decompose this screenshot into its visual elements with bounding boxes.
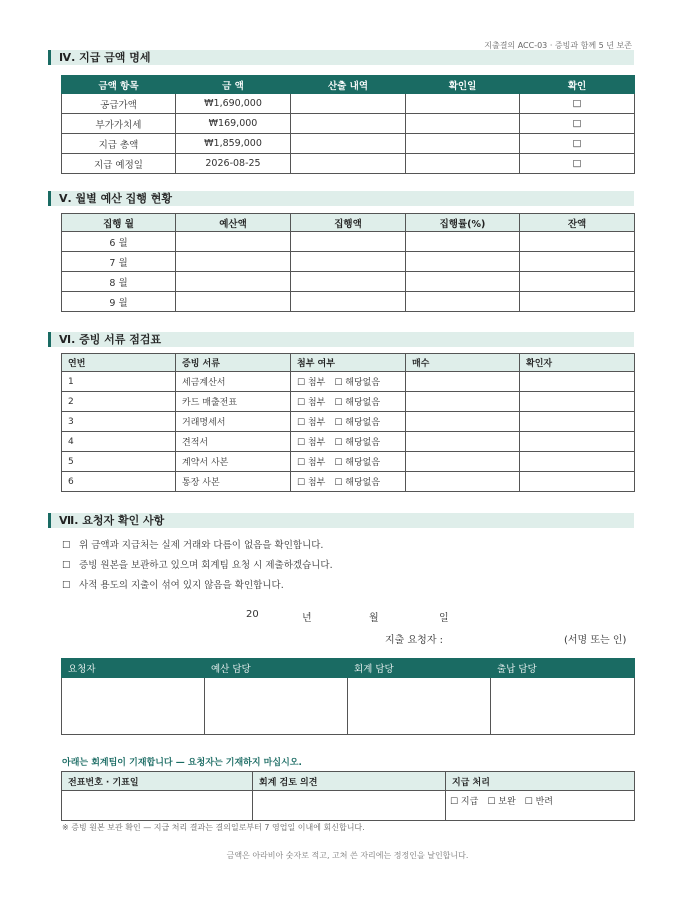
calc-detail-cell[interactable] [291, 154, 406, 174]
confirm-checkbox[interactable]: □ [520, 94, 635, 114]
header-note: 지출결의 ACC-03 · 증빙과 함께 5 년 보존 [484, 41, 632, 50]
page-count-cell[interactable] [406, 452, 520, 472]
confirm-text: 위 금액과 지급처는 실제 거래와 다름이 없음을 확인합니다. [79, 540, 324, 551]
review-opinion-cell[interactable] [253, 791, 446, 821]
spent-cell[interactable] [291, 252, 406, 272]
budget-execution-table [61, 213, 635, 312]
balance-cell[interactable] [520, 252, 635, 272]
row-number: 6 [62, 472, 176, 492]
spent-cell[interactable] [291, 272, 406, 292]
calc-detail-cell[interactable] [291, 134, 406, 154]
year-label: 년 [302, 613, 312, 624]
column-header: 금 액 [176, 76, 291, 94]
page-count-cell[interactable] [406, 392, 520, 412]
table-row [62, 472, 635, 492]
checker-cell[interactable] [520, 472, 635, 492]
payment-options[interactable]: ☐ 지급 ☐ 보완 ☐ 반려 [446, 791, 635, 821]
rate-cell[interactable] [406, 252, 520, 272]
section-4-title: Ⅳ. 지급 금액 명세 [48, 50, 634, 65]
confirm-list [62, 536, 333, 596]
confirm-text: 사적 용도의 지출이 섞여 있지 않음을 확인합니다. [79, 580, 284, 591]
checker-cell[interactable] [520, 432, 635, 452]
page-count-cell[interactable] [406, 472, 520, 492]
attach-checkboxes[interactable]: ☐ 첨부 ☐ 해당없음 [291, 432, 406, 452]
table-row [62, 114, 635, 134]
spent-cell[interactable] [291, 232, 406, 252]
spent-cell[interactable] [291, 292, 406, 312]
column-header: 회계 검토 의견 [253, 772, 446, 791]
checker-cell[interactable] [520, 412, 635, 432]
confirm-checkbox[interactable]: □ [520, 154, 635, 174]
budget-cell[interactable] [176, 232, 291, 252]
checkbox-icon[interactable]: ☐ [62, 540, 71, 551]
table-row [62, 94, 635, 114]
page-count-cell[interactable] [406, 412, 520, 432]
confirm-date-cell[interactable] [406, 94, 520, 114]
column-header: 확인 [520, 76, 635, 94]
column-header: 연번 [62, 354, 176, 372]
table-row [62, 392, 635, 412]
row-number: 2 [62, 392, 176, 412]
row-number: 5 [62, 452, 176, 472]
page-count-cell[interactable] [406, 432, 520, 452]
approver-header: 회계 담당 [348, 659, 491, 678]
confirm-date-cell[interactable] [406, 114, 520, 134]
column-header: 집행액 [291, 214, 406, 232]
calc-detail-cell[interactable] [291, 114, 406, 134]
document-name: 거래명세서 [176, 412, 291, 432]
balance-cell[interactable] [520, 272, 635, 292]
confirm-item[interactable] [62, 536, 333, 556]
confirm-item[interactable] [62, 576, 333, 596]
rate-cell[interactable] [406, 292, 520, 312]
bottom-note: 금액은 아라비아 숫자로 적고, 고쳐 쓴 자리에는 정정인을 날인합니다. [226, 851, 469, 860]
checkbox-icon[interactable]: ☐ [62, 580, 71, 591]
budget-cell[interactable] [176, 292, 291, 312]
approval-table [61, 658, 635, 735]
column-header: 산출 내역 [291, 76, 406, 94]
budget-cell[interactable] [176, 272, 291, 292]
amount-item: 공급가액 [62, 94, 176, 114]
section-7-title: Ⅶ. 요청자 확인 사항 [48, 513, 634, 528]
column-header: 증빙 서류 [176, 354, 291, 372]
section-6-title: Ⅵ. 증빙 서류 점검표 [48, 332, 634, 347]
attach-checkboxes[interactable]: ☐ 첨부 ☐ 해당없음 [291, 452, 406, 472]
table-row [62, 452, 635, 472]
confirm-item[interactable] [62, 556, 333, 576]
document-name: 통장 사본 [176, 472, 291, 492]
column-header: 확인일 [406, 76, 520, 94]
checker-cell[interactable] [520, 372, 635, 392]
balance-cell[interactable] [520, 292, 635, 312]
month-label: 월 [369, 613, 379, 624]
column-header: 확인자 [520, 354, 635, 372]
column-header: 매수 [406, 354, 520, 372]
evidence-checklist-table [61, 353, 635, 492]
month-label: 6 월 [62, 232, 176, 252]
table-row [62, 154, 635, 174]
column-header: 집행률(%) [406, 214, 520, 232]
month-label: 7 월 [62, 252, 176, 272]
calc-detail-cell[interactable] [291, 94, 406, 114]
month-label: 8 월 [62, 272, 176, 292]
row-number: 3 [62, 412, 176, 432]
attach-checkboxes[interactable]: ☐ 첨부 ☐ 해당없음 [291, 472, 406, 492]
checker-cell[interactable] [520, 452, 635, 472]
day-label: 일 [439, 613, 449, 624]
confirm-checkbox[interactable]: □ [520, 134, 635, 154]
table-row [62, 134, 635, 154]
attach-checkboxes[interactable]: ☐ 첨부 ☐ 해당없음 [291, 372, 406, 392]
column-header: 전표번호 · 기표일 [62, 772, 253, 791]
checker-cell[interactable] [520, 392, 635, 412]
document-name: 세금계산서 [176, 372, 291, 392]
signature-box[interactable] [62, 678, 205, 735]
table-row [62, 372, 635, 392]
year-prefix: 20 [246, 609, 259, 620]
amount-item: 부가가치세 [62, 114, 176, 134]
signature-box[interactable] [491, 678, 635, 735]
signature-box[interactable] [205, 678, 348, 735]
amount-value[interactable]: ₩1,859,000 [176, 134, 291, 154]
approver-header: 요청자 [62, 659, 205, 678]
document-name: 계약서 사본 [176, 452, 291, 472]
document-name: 견적서 [176, 432, 291, 452]
signature-box[interactable] [348, 678, 491, 735]
page-count-cell[interactable] [406, 372, 520, 392]
table-row [62, 292, 635, 312]
table-row [62, 432, 635, 452]
budget-cell[interactable] [176, 252, 291, 272]
amount-item: 지급 총액 [62, 134, 176, 154]
accounting-note: 아래는 회계팀이 기재합니다 — 요청자는 기재하지 마십시오. [62, 758, 302, 768]
attach-checkboxes[interactable]: ☐ 첨부 ☐ 해당없음 [291, 412, 406, 432]
amount-value[interactable]: ₩1,690,000 [176, 94, 291, 114]
row-number: 1 [62, 372, 176, 392]
confirm-text: 증빙 원본을 보관하고 있으며 회계팀 요청 시 제출하겠습니다. [79, 560, 333, 571]
column-header: 첨부 여부 [291, 354, 406, 372]
column-header: 예산액 [176, 214, 291, 232]
checkbox-icon[interactable]: ☐ [62, 560, 71, 571]
row-number: 4 [62, 432, 176, 452]
balance-cell[interactable] [520, 232, 635, 252]
rate-cell[interactable] [406, 232, 520, 252]
voucher-cell[interactable] [62, 791, 253, 821]
approver-header: 출납 담당 [491, 659, 635, 678]
attach-checkboxes[interactable]: ☐ 첨부 ☐ 해당없음 [291, 392, 406, 412]
signer-label: 지출 요청자 : [385, 635, 444, 646]
column-header: 잔액 [520, 214, 635, 232]
amount-value[interactable]: ₩169,000 [176, 114, 291, 134]
signature-hint: (서명 또는 인) [564, 635, 627, 646]
footnote: ※ 증빙 원본 보관 확인 — 지급 처리 결과는 결의일로부터 7 영업일 이내에 회신합니다. [62, 823, 365, 832]
confirm-checkbox[interactable]: □ [520, 114, 635, 134]
column-header: 집행 월 [62, 214, 176, 232]
table-row [62, 412, 635, 432]
confirm-date-cell[interactable] [406, 154, 520, 174]
approver-header: 예산 담당 [205, 659, 348, 678]
table-row [62, 252, 635, 272]
section-5-title: Ⅴ. 월별 예산 집행 현황 [48, 191, 634, 206]
month-label: 9 월 [62, 292, 176, 312]
amount-value[interactable]: 2026-08-25 [176, 154, 291, 174]
table-row [62, 232, 635, 252]
rate-cell[interactable] [406, 272, 520, 292]
amount-item: 지급 예정일 [62, 154, 176, 174]
column-header: 금액 항목 [62, 76, 176, 94]
column-header: 지급 처리 [446, 772, 635, 791]
document-name: 카드 매출전표 [176, 392, 291, 412]
payment-amount-table [61, 75, 635, 174]
table-row [62, 272, 635, 292]
accounting-table [61, 771, 635, 821]
confirm-date-cell[interactable] [406, 134, 520, 154]
